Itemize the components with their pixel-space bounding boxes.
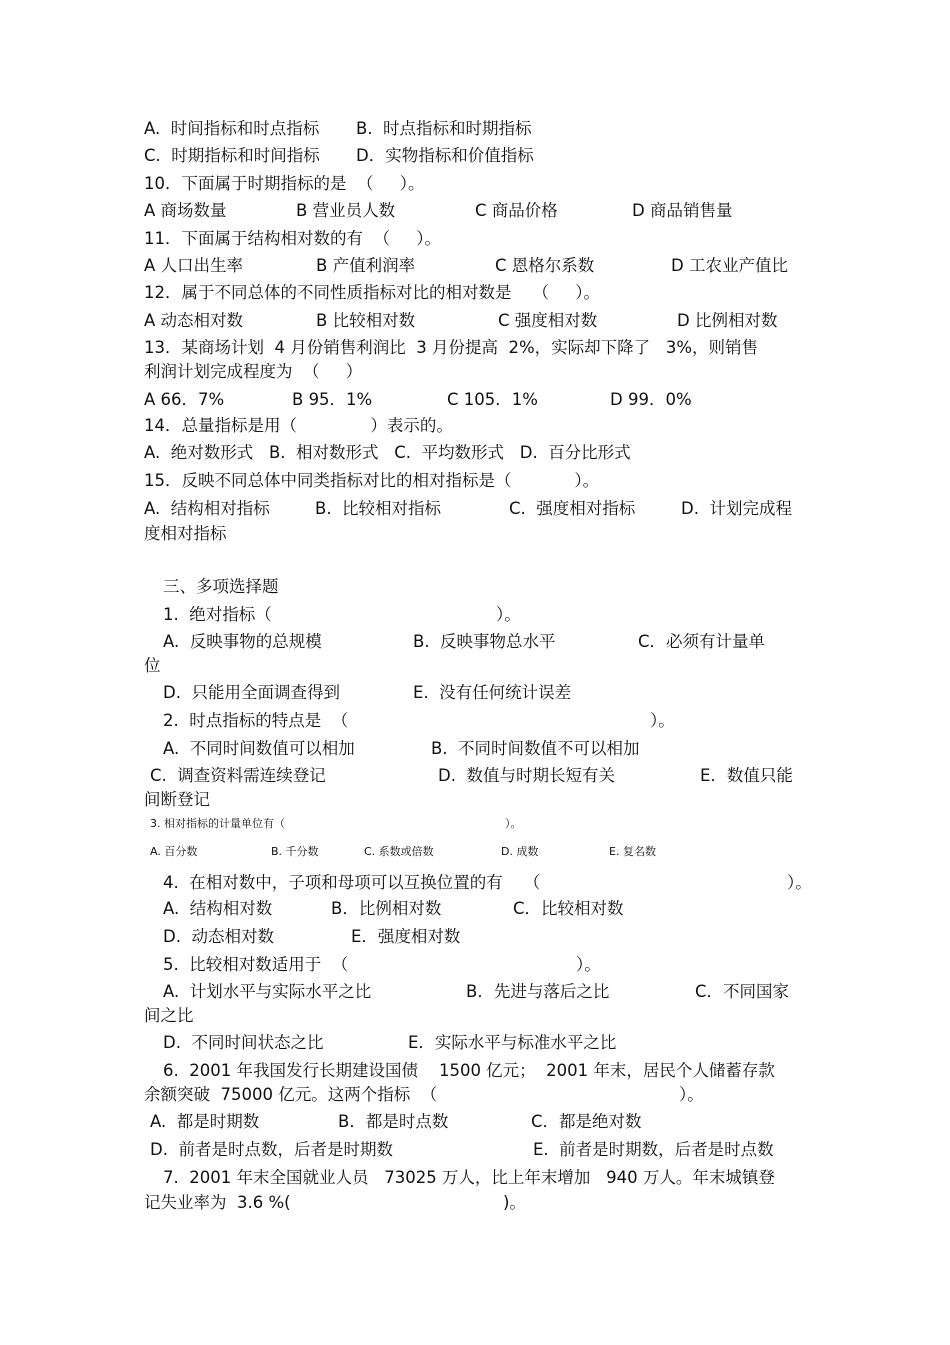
question-line (0, 870, 950, 896)
option-text: B 营业员人数 (296, 201, 396, 220)
question-text: 4. 在相对数中，子项和母项可以互换位置的有 （ (163, 873, 541, 892)
option-text: 间断登记 (144, 790, 210, 809)
option-text: C. 系数或倍数 (364, 845, 434, 858)
option-line (0, 1003, 950, 1029)
option-line (0, 896, 950, 922)
option-text: C 商品价格 (475, 201, 558, 220)
option-line (0, 653, 950, 679)
option-text: A. 结构相对数 (163, 899, 273, 918)
option-text: D. 数值与时期长短有关 (438, 766, 615, 785)
option-text: D 比例相对数 (677, 311, 778, 330)
option-line (0, 843, 950, 869)
option-text: D 工农业产值比 (671, 256, 788, 275)
option-text: D. 成数 (501, 845, 539, 858)
option-line (0, 924, 950, 950)
question-line (0, 413, 950, 439)
option-line (0, 198, 950, 224)
option-text: A 商场数量 (144, 201, 227, 220)
option-text: E．实际水平与标准水平之比 (408, 1033, 617, 1052)
option-text: B. 千分数 (271, 845, 319, 858)
option-text: C 105．1% (447, 390, 538, 409)
option-text: B．先进与落后之比 (466, 982, 610, 1001)
option-line (0, 787, 950, 813)
question-line (0, 226, 950, 252)
question-text: 12．属于不同总体的不同性质指标对比的相对数是 （ ）。 (144, 283, 600, 302)
option-text: 位 (144, 656, 161, 675)
option-text: D. 只能用全面调查得到 (163, 683, 340, 702)
option-text: C．必须有计量单 (638, 632, 766, 651)
question-line (0, 335, 950, 361)
option-line (0, 763, 950, 789)
option-line (0, 736, 950, 762)
option-line (0, 1109, 950, 1135)
option-text: A. 绝对数形式 B. 相对数形式 C. 平均数形式 D. 百分比形式 (144, 443, 631, 462)
question-text: 余额突破 75000 亿元。这两个指标 （ (144, 1085, 438, 1104)
question-line (0, 1190, 950, 1216)
option-text: C 强度相对数 (498, 311, 598, 330)
question-text: ）。 (576, 955, 601, 974)
question-text: 1. 绝对指标（ (163, 605, 272, 624)
question-text: 6. 2001 年我国发行长期建设国债 1500 亿元； 2001 年末，居民个人储蓄存款 (163, 1061, 775, 1080)
question-text: ）。 (650, 711, 675, 730)
question-text: ）。 (679, 1085, 704, 1104)
question-line (0, 708, 950, 734)
question-text: 2. 时点指标的特点是 （ (163, 711, 349, 730)
option-text: C. 时期指标和时间指标 (144, 146, 320, 165)
option-text: B. 时点指标和时期指标 (356, 119, 532, 138)
option-line (0, 629, 950, 655)
option-line (0, 308, 950, 334)
option-text: A. 计划水平与实际水平之比 (163, 982, 372, 1001)
option-line (0, 387, 950, 413)
option-text: B. 不同时间数值不可以相加 (431, 739, 640, 758)
question-text: 利润计划完成程度为 （ ） (144, 362, 363, 381)
option-text: B. 比较相对指标 (315, 499, 442, 518)
question-line (0, 280, 950, 306)
option-text: A. 不同时间数值可以相加 (163, 739, 355, 758)
option-text: E. 没有任何统计误差 (413, 683, 572, 702)
option-text: A 动态相对数 (144, 311, 244, 330)
option-line (0, 1137, 950, 1163)
option-text: A. 百分数 (150, 845, 198, 858)
question-line (0, 359, 950, 385)
option-text: C．都是绝对数 (531, 1112, 642, 1131)
option-text: D 99．0% (610, 390, 692, 409)
option-text: B．都是时点数 (338, 1112, 449, 1131)
option-text: A 人口出生率 (144, 256, 244, 275)
question-text: 14．总量指标是用（ ）表示的。 (144, 416, 453, 435)
option-line (0, 253, 950, 279)
option-text: D．实物指标和价值指标 (356, 146, 534, 165)
question-text: 3. 相对指标的计量单位有（ (150, 817, 285, 830)
question-text: 5. 比较相对数适用于 （ (163, 955, 349, 974)
question-text: 7. 2001 年末全国就业人员 73025 万人，比上年末增加 940 万人。年末城镇登 (163, 1168, 775, 1187)
option-line (0, 979, 950, 1005)
option-text: 度相对指标 (144, 524, 227, 543)
option-text: A. 都是时期数 (150, 1112, 260, 1131)
option-line (0, 1030, 950, 1056)
question-line (0, 952, 950, 978)
question-line (0, 1082, 950, 1108)
option-text: C. 调查资料需连续登记 (150, 766, 326, 785)
question-text: ）。 (496, 605, 521, 624)
option-line (0, 116, 950, 142)
question-line (0, 171, 950, 197)
option-line (0, 440, 950, 466)
question-line (0, 1058, 950, 1084)
option-text: C．比较相对数 (513, 899, 624, 918)
option-text: A. 反映事物的总规模 (163, 632, 322, 651)
question-line (0, 815, 950, 841)
question-text: ）。 (505, 817, 522, 830)
option-text: D. 动态相对数 (163, 927, 274, 946)
option-line (0, 521, 950, 547)
option-text: A. 结构相对指标 (144, 499, 270, 518)
option-text: B 产值利润率 (316, 256, 416, 275)
question-text: ）。 (787, 873, 812, 892)
option-text: 间之比 (144, 1006, 194, 1025)
option-text: D 商品销售量 (632, 201, 733, 220)
option-text: D. 计划完成程 (681, 499, 792, 518)
section-heading (0, 574, 950, 600)
question-text: 13．某商场计划 4 月份销售利润比 3 月份提高 2%，实际却下降了 3%，则销售 (144, 338, 759, 357)
question-text: 15．反映不同总体中同类指标对比的相对指标是（ ）。 (144, 471, 600, 490)
option-text: D. 前者是时点数，后者是时期数 (150, 1140, 393, 1159)
question-text: )。 (503, 1193, 526, 1212)
option-text: C．不同国家 (695, 982, 790, 1001)
question-line (0, 602, 950, 628)
option-text: B 95．1% (292, 390, 373, 409)
option-text: C 恩格尔系数 (495, 256, 595, 275)
option-text: E. 前者是时期数，后者是时点数 (533, 1140, 774, 1159)
question-line (0, 1165, 950, 1191)
option-text: E．强度相对数 (351, 927, 461, 946)
question-text: 记失业率为 3.6 %( (144, 1193, 291, 1212)
question-line (0, 468, 950, 494)
option-text: E．数值只能 (700, 766, 793, 785)
option-line (0, 496, 950, 522)
question-text: 10．下面属于时期指标的是 （ ）。 (144, 174, 425, 193)
option-text: E. 复名数 (609, 845, 656, 858)
option-line (0, 680, 950, 706)
option-text: B 比较相对数 (316, 311, 416, 330)
option-line (0, 143, 950, 169)
question-text: 11．下面属于结构相对数的有 （ ）。 (144, 229, 441, 248)
option-text: B．比例相对数 (331, 899, 442, 918)
option-text: B. 反映事物总水平 (413, 632, 556, 651)
option-text: A. 时间指标和时点指标 (144, 119, 320, 138)
option-text: C. 强度相对指标 (509, 499, 636, 518)
section-title: 三、多项选择题 (163, 577, 279, 596)
option-text: A 66．7% (144, 390, 225, 409)
option-text: D. 不同时间状态之比 (163, 1033, 324, 1052)
